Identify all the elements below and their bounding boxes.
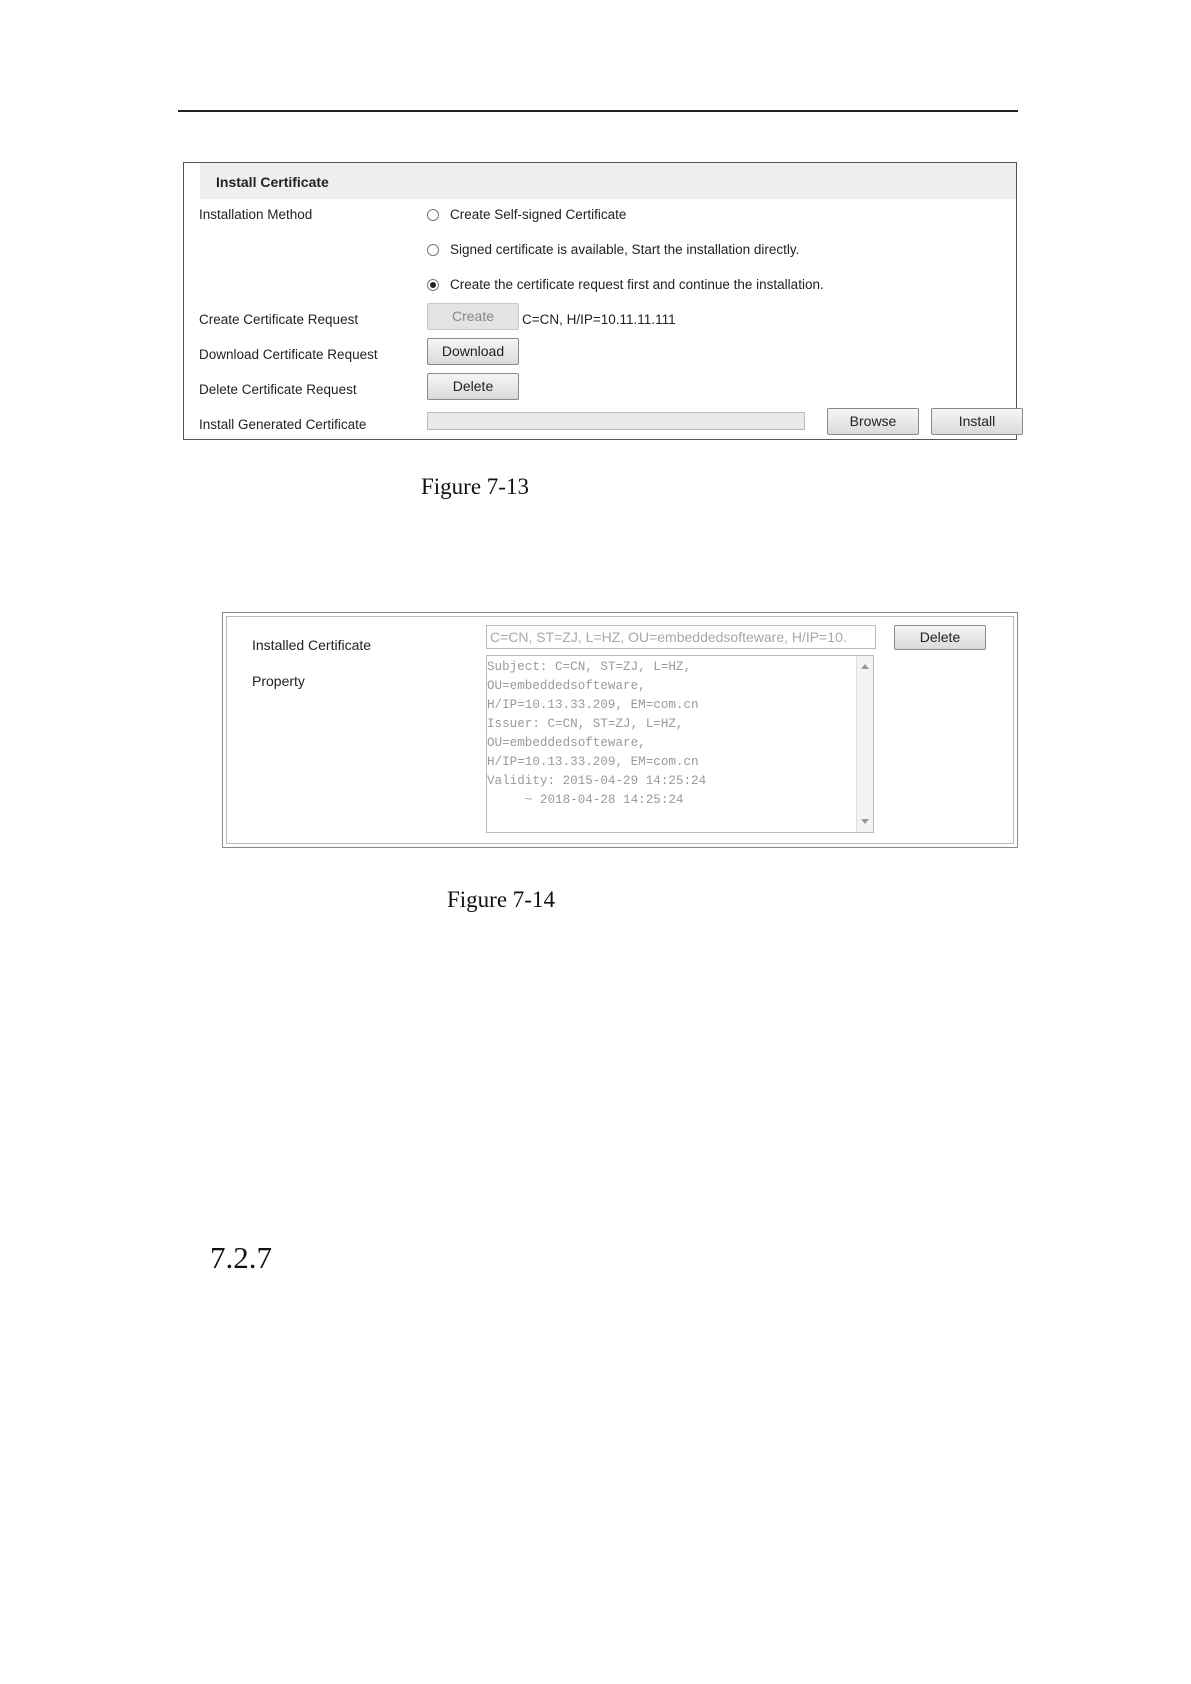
radio-signed-available[interactable] [427, 244, 439, 256]
install-generated-label: Install Generated Certificate [199, 417, 367, 432]
radio-self-signed[interactable] [427, 209, 439, 221]
panel-title: Install Certificate [216, 174, 329, 190]
scroll-down-arrow-icon[interactable] [861, 819, 869, 824]
property-scrollbar[interactable] [856, 656, 873, 832]
property-textarea[interactable] [486, 655, 874, 833]
delete-request-label: Delete Certificate Request [199, 382, 357, 397]
section-heading: 7.2.7 [210, 1240, 272, 1275]
install-button[interactable]: Install [931, 408, 1023, 435]
installed-certificate-label: Installed Certificate [252, 637, 372, 653]
delete-certificate-button[interactable]: Delete [894, 625, 986, 650]
installed-certificate-field: C=CN, ST=ZJ, L=HZ, OU=embeddedsofteware, H/IP=10. [486, 625, 876, 649]
delete-request-button[interactable]: Delete [427, 373, 519, 400]
browse-button[interactable]: Browse [827, 408, 919, 435]
create-request-value: C=CN, H/IP=10.11.11.111 [522, 312, 676, 327]
option-create-request-label: Create the certificate request first and continue the installation. [450, 277, 824, 292]
install-certificate-panel [183, 162, 1017, 440]
create-button[interactable]: Create [427, 303, 519, 330]
figure-7-13-caption: Figure 7-13 [421, 474, 529, 499]
property-text: Subject: C=CN, ST=ZJ, L=HZ, OU=embeddedsofteware, H/IP=10.13.33.209, EM=com.cn Issuer: C=CN, ST=ZJ, L=HZ, OU=embeddedsofteware, H/IP=10.13.33.209, EM=com.cn Validity: 2015-04-29 14:25:24 ~ 2018-04-28 14:25:24 [487, 660, 707, 807]
option-signed-available-label: Signed certificate is available, Start the installation directly. [450, 242, 800, 257]
figure-7-14-caption: Figure 7-14 [447, 887, 555, 912]
installation-method-label: Installation Method [199, 207, 313, 222]
option-self-signed-label: Create Self-signed Certificate [450, 207, 627, 222]
certificate-file-input[interactable] [427, 412, 805, 430]
installed-certificate-panel [222, 612, 1018, 848]
property-label: Property [252, 673, 305, 689]
radio-create-request[interactable] [427, 279, 439, 291]
download-button[interactable]: Download [427, 338, 519, 365]
panel-header [200, 163, 1016, 199]
scroll-up-arrow-icon[interactable] [861, 664, 869, 669]
create-request-label: Create Certificate Request [199, 312, 359, 327]
header-rule [178, 110, 1018, 112]
download-request-label: Download Certificate Request [199, 347, 378, 362]
